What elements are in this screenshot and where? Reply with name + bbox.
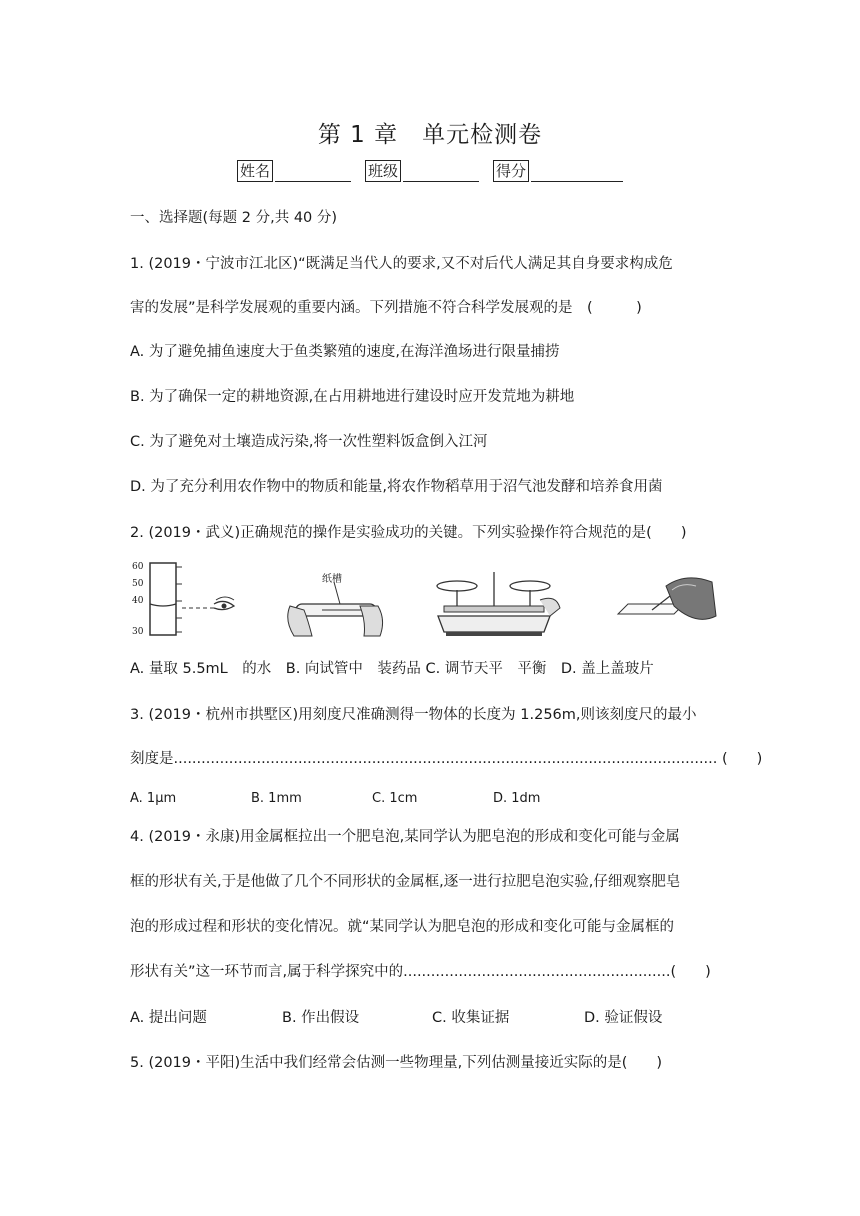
q4-option-c: C. 收集证据 (432, 1010, 510, 1026)
cyl-tick-40: 40 (132, 596, 144, 606)
q1-option-d: D. 为了充分利用农作物中的物质和能量,将农作物稻草用于沼气池发酵和培养食用菌 (130, 479, 663, 495)
section-heading: 一、选择题(每题 2 分,共 40 分) (130, 210, 338, 226)
class-blank[interactable] (403, 181, 479, 182)
score-blank[interactable] (531, 181, 623, 182)
q3-option-a: A. 1μm (130, 791, 177, 806)
page-title: 第 1 章 单元检测卷 (317, 122, 543, 148)
q3-stem-line1: 3. (2019・杭州市拱墅区)用刻度尺准确测得一物体的长度为 1.256m,则该刻度尺的最小 (130, 707, 697, 723)
q3-option-d: D. 1dm (493, 791, 541, 806)
score-field[interactable] (493, 158, 623, 182)
q4-option-b: B. 作出假设 (282, 1010, 360, 1026)
q1-option-c: C. 为了避免对土壤造成污染,将一次性塑料饭盒倒入江河 (130, 434, 488, 450)
figure-c-balance (432, 560, 562, 644)
q3-option-b: B. 1mm (251, 791, 302, 806)
q4-stem-line2: 框的形状有关,于是他做了几个不同形状的金属框,逐一进行拉肥皂泡实验,仔细观察肥皂 (130, 874, 681, 890)
q4-option-a: A. 提出问题 (130, 1010, 207, 1026)
name-field[interactable] (237, 158, 351, 182)
figure-d-cover-slip (612, 560, 722, 644)
q4-option-d: D. 验证假设 (584, 1010, 663, 1026)
q2-options: A. 量取 5.5mL 的水 B. 向试管中 装药品 C. 调节天平 平衡 D. 盖上盖玻片 (130, 661, 654, 677)
q4-stem-line1: 4. (2019・永康)用金属框拉出一个肥皂泡,某同学认为肥皂泡的形成和变化可能与金属 (130, 829, 680, 845)
q3-option-c: C. 1cm (372, 791, 418, 806)
cyl-tick-30: 30 (132, 627, 144, 637)
q1-stem-line2: 害的发展”是科学发展观的重要内涵。下列措施不符合科学发展观的是 ( ) (130, 300, 642, 316)
score-label: 得分 (493, 160, 529, 182)
q1-option-a: A. 为了避免捕鱼速度大于鱼类繁殖的速度,在海洋渔场进行限量捕捞 (130, 344, 560, 360)
paper-trough-label: 纸槽 (322, 574, 342, 585)
q2-stem: 2. (2019・武义)正确规范的操作是实验成功的关键。下列实验操作符合规范的是( ) (130, 525, 687, 541)
cyl-tick-50: 50 (132, 579, 144, 589)
q4-stem-line3: 泡的形成过程和形状的变化情况。就“某同学认为肥皂泡的形成和变化可能与金属框的 (130, 919, 675, 935)
figure-a-cylinder (130, 560, 250, 644)
figure-b-test-tube (282, 560, 392, 644)
q3-stem-line2: 刻度是...................................................................................................................... ( ) (130, 751, 763, 767)
cyl-tick-60: 60 (132, 562, 144, 572)
q4-stem-line4: 形状有关”这一环节而言,属于科学探究中的..........................................................( ) (130, 964, 711, 980)
q1-option-b: B. 为了确保一定的耕地资源,在占用耕地进行建设时应开发荒地为耕地 (130, 389, 575, 405)
q5-stem: 5. (2019・平阳)生活中我们经常会估测一些物理量,下列估测量接近实际的是( ) (130, 1055, 663, 1071)
name-label: 姓名 (237, 160, 273, 182)
class-field[interactable] (365, 158, 479, 182)
q1-stem-line1: 1. (2019・宁波市江北区)“既满足当代人的要求,又不对后代人满足其自身要求构成危 (130, 256, 673, 272)
name-blank[interactable] (275, 181, 351, 182)
class-label: 班级 (365, 160, 401, 182)
